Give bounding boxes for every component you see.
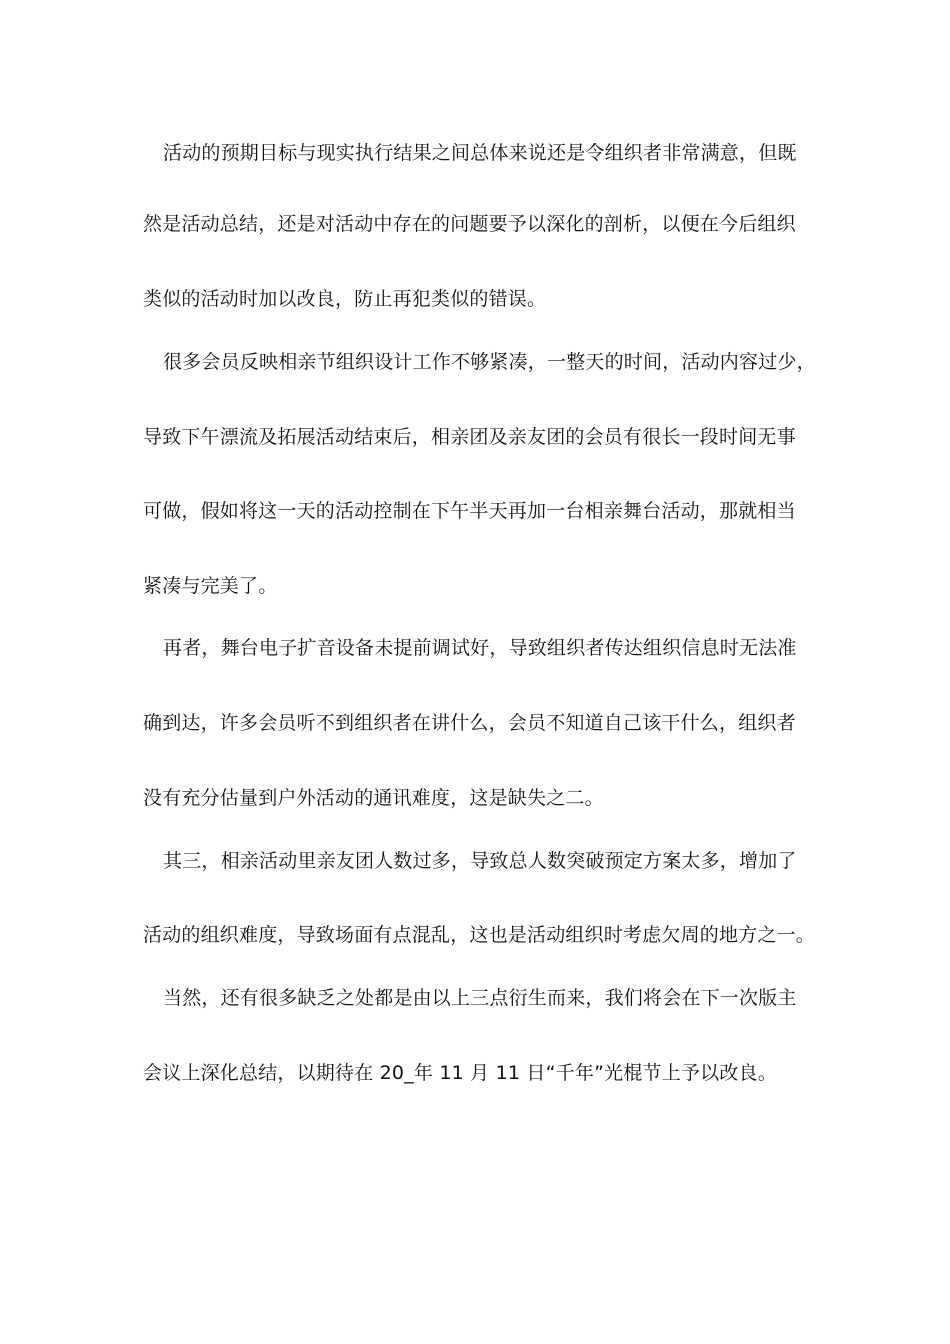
paragraph-3-line-2: 确到达，许多会员听不到组织者在讲什么，会员不知道自己该干什么，组织者	[143, 712, 796, 734]
paragraph-2-line-4: 紧凑与完美了。	[143, 575, 278, 597]
paragraph-1-line-1: 活动的预期目标与现实执行结果之间总体来说还是令组织者非常满意，但既	[163, 142, 797, 164]
paragraph-2-line-1: 很多会员反映相亲节组织设计工作不够紧凑，一整天的时间，活动内容过少，	[163, 351, 816, 373]
paragraph-3-line-3: 没有充分估量到户外活动的通讯难度，这是缺失之二。	[143, 787, 604, 809]
paragraph-1-line-2: 然是活动总结，还是对活动中存在的问题要予以深化的剖析，以便在今后组织	[143, 213, 796, 235]
paragraph-4-line-1: 其三，相亲活动里亲友团人数过多，导致总人数突破预定方案太多，增加了	[163, 850, 797, 872]
paragraph-5-line-1: 当然，还有很多缺乏之处都是由以上三点衍生而来，我们将会在下一次版主	[163, 987, 797, 1009]
paragraph-4-line-2: 活动的组织难度，导致场面有点混乱，这也是活动组织时考虑欠周的地方之一。	[143, 924, 816, 946]
paragraph-3-line-1: 再者，舞台电子扩音设备未提前调试好，导致组织者传达组织信息时无法准	[163, 637, 797, 659]
paragraph-2-line-3: 可做，假如将这一天的活动控制在下午半天再加一台相亲舞台活动，那就相当	[143, 500, 796, 522]
paragraph-5-line-2: 会议上深化总结，以期待在 20_年 11 月 11 日“千年”光棍节上予以改良。	[143, 1062, 777, 1084]
paragraph-2-line-2: 导致下午漂流及拓展活动结束后，相亲团及亲友团的会员有很长一段时间无事	[143, 426, 796, 448]
paragraph-1-line-3: 类似的活动时加以改良，防止再犯类似的错误。	[143, 288, 547, 310]
